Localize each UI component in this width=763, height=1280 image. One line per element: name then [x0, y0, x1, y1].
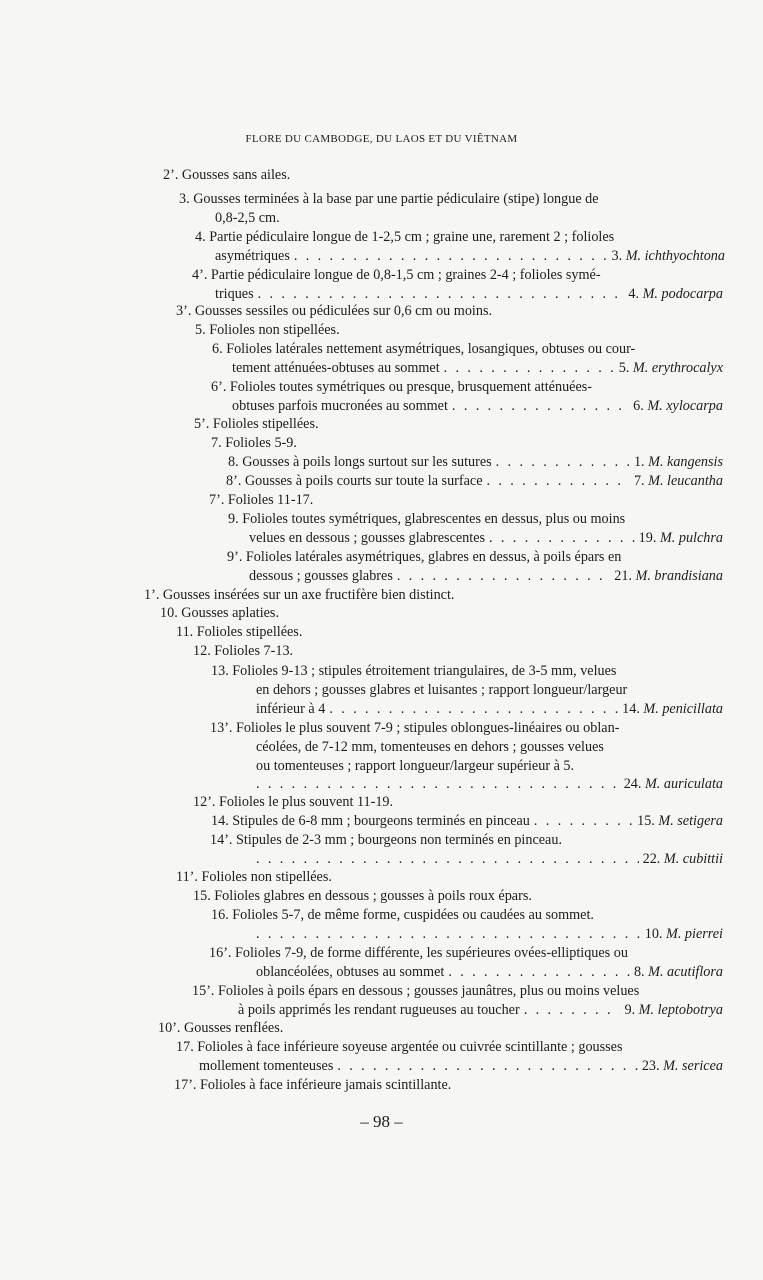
- key-line: oblancéolées, obtuses au sommet: [256, 964, 445, 980]
- leader-dots: [329, 700, 618, 719]
- key-line: 6. Folioles latérales nettement asymétriques, losangiques, obtuses ou cour-: [212, 341, 636, 357]
- key-line: 11’. Folioles non stipellées.: [176, 869, 332, 885]
- key-line: 14. Stipules de 6-8 mm ; bourgeons terminés en pinceau: [211, 813, 530, 829]
- key-line: 3. Gousses terminées à la base par une partie pédiculaire (stipe) longue de: [179, 191, 599, 207]
- species-number: 19.: [638, 530, 657, 546]
- key-line: 6’. Folioles toutes symétriques ou presque, brusquement atténuées-: [211, 379, 593, 395]
- species-number: 5.: [618, 360, 630, 376]
- key-entry: [211, 812, 723, 831]
- leader-dots: [487, 472, 630, 491]
- key-line: en dehors ; gousses glabres et luisantes ; rapport longueur/largeur: [256, 682, 628, 698]
- key-entry: [238, 1001, 723, 1020]
- key-line: 1’. Gousses insérées sur un axe fructifère bien distinct.: [144, 587, 455, 603]
- species-number: 21.: [614, 568, 632, 584]
- species-name: M. erythrocalyx: [632, 360, 723, 376]
- key-line: tement atténuées-obtuses au sommet: [232, 360, 440, 376]
- key-line: 9. Folioles toutes symétriques, glabrescentes en dessus, plus ou moins: [228, 511, 626, 527]
- key-entry: [256, 850, 723, 869]
- key-line: 2’. Gousses sans ailes.: [163, 167, 291, 183]
- species-name: M. auriculata: [644, 776, 723, 792]
- species-name: M. acutiflora: [648, 964, 723, 980]
- species-name: M. leucantha: [648, 473, 723, 489]
- species-number: 14.: [622, 701, 640, 717]
- key-line: 7’. Folioles 11-17.: [209, 492, 314, 508]
- species-number: 15.: [637, 813, 655, 829]
- key-line: 16’. Folioles 7-9, de forme différente, les supérieures ovées-elliptiques ou: [209, 945, 628, 961]
- key-line: 10. Gousses aplaties.: [160, 605, 280, 621]
- species-name: M. pierrei: [666, 926, 723, 942]
- key-line: 12’. Folioles le plus souvent 11-19.: [193, 794, 394, 810]
- species-number: 7.: [633, 473, 645, 489]
- key-entry: [226, 472, 723, 491]
- species-number: 23.: [641, 1058, 660, 1074]
- species-number: 1.: [633, 454, 645, 470]
- key-entry: [249, 567, 723, 586]
- key-line: 10’. Gousses renflées.: [158, 1020, 284, 1036]
- species-number: 4.: [628, 286, 640, 302]
- species-number: 24.: [623, 776, 642, 792]
- page-number: – 98 –: [360, 1112, 403, 1131]
- key-entry: [256, 925, 723, 944]
- species-name: M. sericea: [663, 1058, 723, 1074]
- leader-dots: [256, 925, 641, 944]
- species-number: 10.: [644, 926, 663, 942]
- species-number: 22.: [642, 851, 661, 867]
- key-line: 15. Folioles glabres en dessous ; gousses à poils roux épars.: [193, 888, 532, 904]
- key-line: 17. Folioles à face inférieure soyeuse argentée ou cuivrée scintillante ; gousses: [176, 1039, 623, 1055]
- leader-dots: [534, 812, 633, 831]
- key-line: 8’. Gousses à poils courts sur toute la surface: [226, 473, 483, 489]
- key-line: 12. Folioles 7-13.: [193, 643, 294, 659]
- key-line: céolées, de 7-12 mm, tomenteuses en dehors ; gousses velues: [256, 739, 604, 755]
- key-line: 5. Folioles non stipellées.: [195, 322, 340, 338]
- key-entry: [249, 529, 723, 548]
- key-line: 7. Folioles 5-9.: [211, 435, 297, 451]
- key-line: 11. Folioles stipellées.: [176, 624, 303, 640]
- key-line: 9’. Folioles latérales asymétriques, glabres en dessus, à poils épars en: [227, 549, 622, 565]
- species-number: 3.: [611, 248, 623, 264]
- leader-dots: [524, 1001, 621, 1020]
- key-line: 17’. Folioles à face inférieure jamais scintillante.: [174, 1077, 452, 1093]
- leader-dots: [452, 397, 629, 416]
- leader-dots: [489, 529, 635, 548]
- key-line: 4. Partie pédiculaire longue de 1-2,5 cm ; graine une, rarement 2 ; folioles: [195, 229, 615, 245]
- leader-dots: [256, 775, 620, 794]
- key-line: 4’. Partie pédiculaire longue de 0,8-1,5 cm ; graines 2-4 ; folioles symé-: [192, 267, 601, 283]
- leader-dots: [337, 1057, 637, 1076]
- key-line: dessous ; gousses glabres: [249, 568, 393, 584]
- key-line: 0,8-2,5 cm.: [215, 210, 280, 226]
- leader-dots: [397, 567, 610, 586]
- key-entry: [228, 453, 723, 472]
- leader-dots: [256, 850, 639, 869]
- running-header: FLORE DU CAMBODGE, DU LAOS ET DU VIÊTNAM: [245, 133, 518, 145]
- species-number: 9.: [624, 1002, 636, 1018]
- key-line: 16. Folioles 5-7, de même forme, cuspidées ou caudées au sommet.: [211, 907, 594, 923]
- species-name: M. pulchra: [659, 530, 723, 546]
- key-line: à poils apprimés les rendant rugueuses au toucher: [238, 1002, 520, 1018]
- key-line: 13’. Folioles le plus souvent 7-9 ; stipules oblongues-linéaires ou oblan-: [210, 720, 620, 736]
- species-name: M. cubittii: [663, 851, 723, 867]
- species-name: M. xylocarpa: [647, 398, 723, 414]
- key-line: inférieur à 4: [256, 701, 326, 717]
- key-line: 15’. Folioles à poils épars en dessous ; gousses jaunâtres, plus ou moins velues: [192, 983, 640, 999]
- key-line: 8. Gousses à poils longs surtout sur les sutures: [228, 454, 492, 470]
- key-line: velues en dessous ; gousses glabrescentes: [249, 530, 486, 546]
- key-line: 14’. Stipules de 2-3 mm ; bourgeons non terminés en pinceau.: [210, 832, 562, 848]
- key-line: 5’. Folioles stipellées.: [194, 416, 319, 432]
- species-name: M. setigera: [658, 813, 723, 829]
- species-name: M. ichthyochtona: [625, 248, 725, 264]
- key-line: ou tomenteuses ; rapport longueur/largeur supérieur à 5.: [256, 758, 575, 774]
- species-name: M. kangensis: [648, 454, 723, 470]
- key-entry: [232, 397, 723, 416]
- key-entry: [256, 700, 723, 719]
- key-entry: [232, 359, 723, 378]
- species-number: 6.: [633, 398, 644, 414]
- leader-dots: [496, 453, 630, 472]
- key-line: asymétriques: [215, 248, 290, 264]
- key-line: triques: [215, 286, 254, 302]
- species-name: M. podocarpa: [642, 286, 723, 302]
- species-name: M. penicillata: [643, 701, 723, 717]
- key-entry: [199, 1057, 723, 1076]
- key-entry: [215, 247, 725, 266]
- key-entry: [256, 963, 723, 982]
- key-line: mollement tomenteuses: [199, 1058, 334, 1074]
- species-name: M. brandisiana: [635, 568, 723, 584]
- key-line: 13. Folioles 9-13 ; stipules étroitement triangulaires, de 3-5 mm, velues: [211, 663, 617, 679]
- species-number: 8.: [633, 964, 645, 980]
- leader-dots: [294, 247, 608, 266]
- leader-dots: [448, 963, 630, 982]
- leader-dots: [444, 359, 615, 378]
- species-name: M. leptobotrya: [638, 1002, 723, 1018]
- key-line: obtuses parfois mucronées au sommet: [232, 398, 448, 414]
- key-line: 3’. Gousses sessiles ou pédiculées sur 0,6 cm ou moins.: [176, 303, 493, 319]
- key-entry: [256, 775, 723, 794]
